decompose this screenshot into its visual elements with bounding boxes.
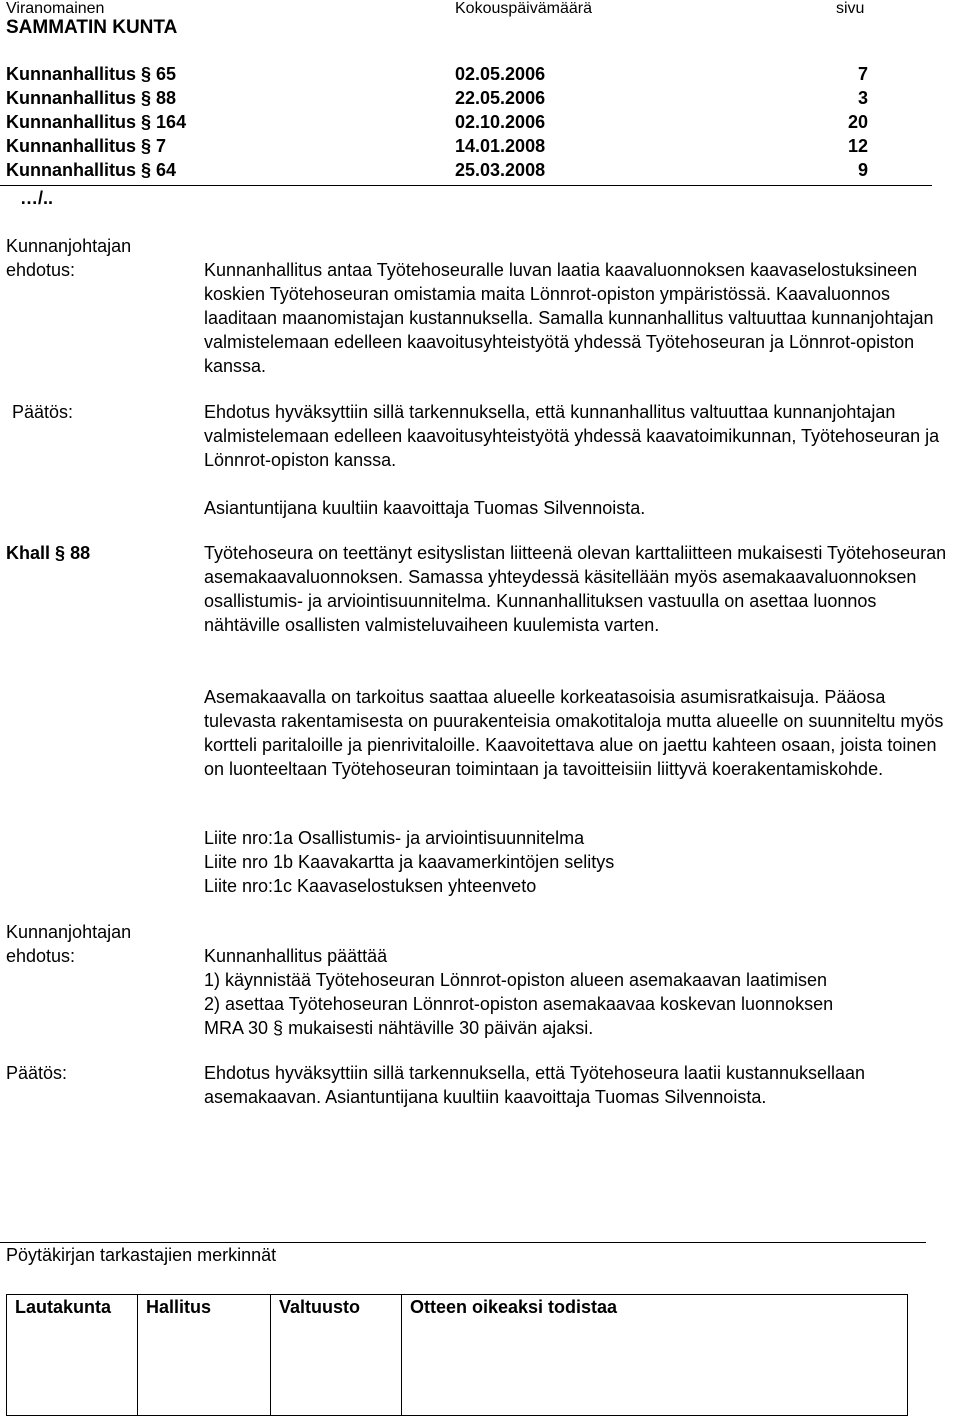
reference-date: 25.03.2008 [455,160,546,180]
decision-label: Päätös: [12,402,74,422]
footer-rule [0,1242,926,1243]
reference-body: Kunnanhallitus § 65 [6,64,177,84]
attachment-item: Liite nro:1a Osallistumis- ja arviointisuunnitelma [204,828,585,848]
reference-page: 9 [857,160,868,180]
proposal-text-2: Kunnanhallitus päättää 1) käynnistää Työtehoseuran Lönnrot-opiston alueen asemakaavan laatimisen 2) asettaa Työtehoseuran Lönnrot-opiston asemakaavaa koskevan luonnoksen MRA 30 § mukaisesti nähtäville 30 päivän ajaksi. [204,946,834,1038]
section-sign-icon: § [141,160,152,180]
proposal-text: Kunnanhallitus antaa Työtehoseuralle luvan laatia kaavaluonnoksen kaavaselostuksineen koskien Työtehoseuran omistamia maita Lönnrot-opiston ympäristössä. Kaavaluonnos laaditaan maanomistajan kustannuksella. Samalla kunnanhallitus valtuuttaa kunnanjohtajan valmistelemaan edelleen kaavoitusyhteistyötä yhdessä Työtehoseuran ja Lönnrot-opiston kanssa. [204,260,934,376]
organization-name: SAMMATIN KUNTA [6,17,178,38]
attachment-item: Liite nro:1c Kaavaselostuksen yhteenveto [204,876,537,896]
reference-page: 3 [857,88,868,108]
reference-divider [0,185,932,186]
reference-body: Kunnanhallitus § 88 [6,88,177,108]
reference-body: Kunnanhallitus § 7 [6,136,167,156]
proposal-label: Kunnanjohtajan ehdotus: [6,236,132,280]
section-paragraph-2: Asemakaavalla on tarkoitus saattaa alueelle korkeatasoisia asumisratkaisuja. Pääosa tulevasta rakentamisesta on puurakenteisia omakotitaloja mutta alueelle on suunniteltu myös kortteli paritaloille ja pienrivitaloille. Kaavoitettava alue on jaettu kahteen osaan, joista toinen on luonteeltaan Työtehoseuran toimintaan ja tavoitteisiin liittyvä koerakentamiskohde. [204,687,944,779]
section-paragraph-1: Työtehoseura on teettänyt esityslistan liitteenä olevan karttaliitteen mukaisesti Työtehoseuran asemakaavaluonnoksen. Samassa yhteydessä käsitellään myös asemakaavaluonnoksen osallistumis- ja arviointisuunnitelma. Kunnanhallituksen vastuulla on asettaa luonnos nähtäville osallisten valmisteluvaiheen kuulemista varten. [204,543,947,635]
decision-text: Ehdotus hyväksyttiin sillä tarkennuksella, että kunnanhallitus valtuuttaa kunnanjohtajan valmistelemaan edelleen kaavoitusyhteistyötä yhdessä kaavatoimikunnan, Työtehoseuran ja Lönnrot-opiston kanssa. [204,402,940,470]
signature-table [6,1294,908,1416]
reference-date: 14.01.2008 [455,136,546,156]
section-sign-icon: § [273,1018,284,1038]
signature-cell-hallitus: Hallitus [138,1295,271,1416]
reference-body: Kunnanhallitus § 64 [6,160,177,180]
reference-page: 20 [847,112,868,132]
attachment-item: Liite nro 1b Kaavakartta ja kaavamerkintöjen selitys [204,852,615,872]
header-authority-label: Viranomainen [6,0,105,17]
decision-text-2: Ehdotus hyväksyttiin sillä tarkennuksella, että Työtehoseura laatii kustannuksellaan asemakaavan. Asiantuntijana kuultiin kaavoittaja Tuomas Silvennoista. [204,1063,866,1107]
footer-title: Pöytäkirjan tarkastajien merkinnät [6,1245,277,1265]
reference-date: 02.10.2006 [455,112,546,132]
signature-cell-lautakunta: Lautakunta [7,1295,138,1416]
reference-page: 12 [847,136,868,156]
section-sign-icon: § [55,543,66,563]
section-sign-icon: § [141,88,152,108]
reference-date: 22.05.2006 [455,88,546,108]
section-label: Khall § 88 [6,543,91,563]
reference-body: Kunnanhallitus § 164 [6,112,187,132]
reference-page: 7 [857,64,868,84]
expert-text: Asiantuntijana kuultiin kaavoittaja Tuomas Silvennoista. [204,498,646,518]
signature-cell-certification: Otteen oikeaksi todistaa [402,1295,908,1416]
header-page-label: sivu [836,0,865,17]
reference-date: 02.05.2006 [455,64,546,84]
section-sign-icon: § [141,112,152,132]
section-sign-icon: § [141,136,152,156]
continuation-mark: …/.. [20,188,54,208]
section-sign-icon: § [141,64,152,84]
attachment-list [204,826,954,898]
signature-cell-valtuusto: Valtuusto [271,1295,402,1416]
header-meeting-date-label: Kokouspäivämäärä [455,0,592,17]
proposal-label-2: Kunnanjohtajan ehdotus: [6,922,132,966]
decision-label-2: Päätös: [6,1063,68,1083]
